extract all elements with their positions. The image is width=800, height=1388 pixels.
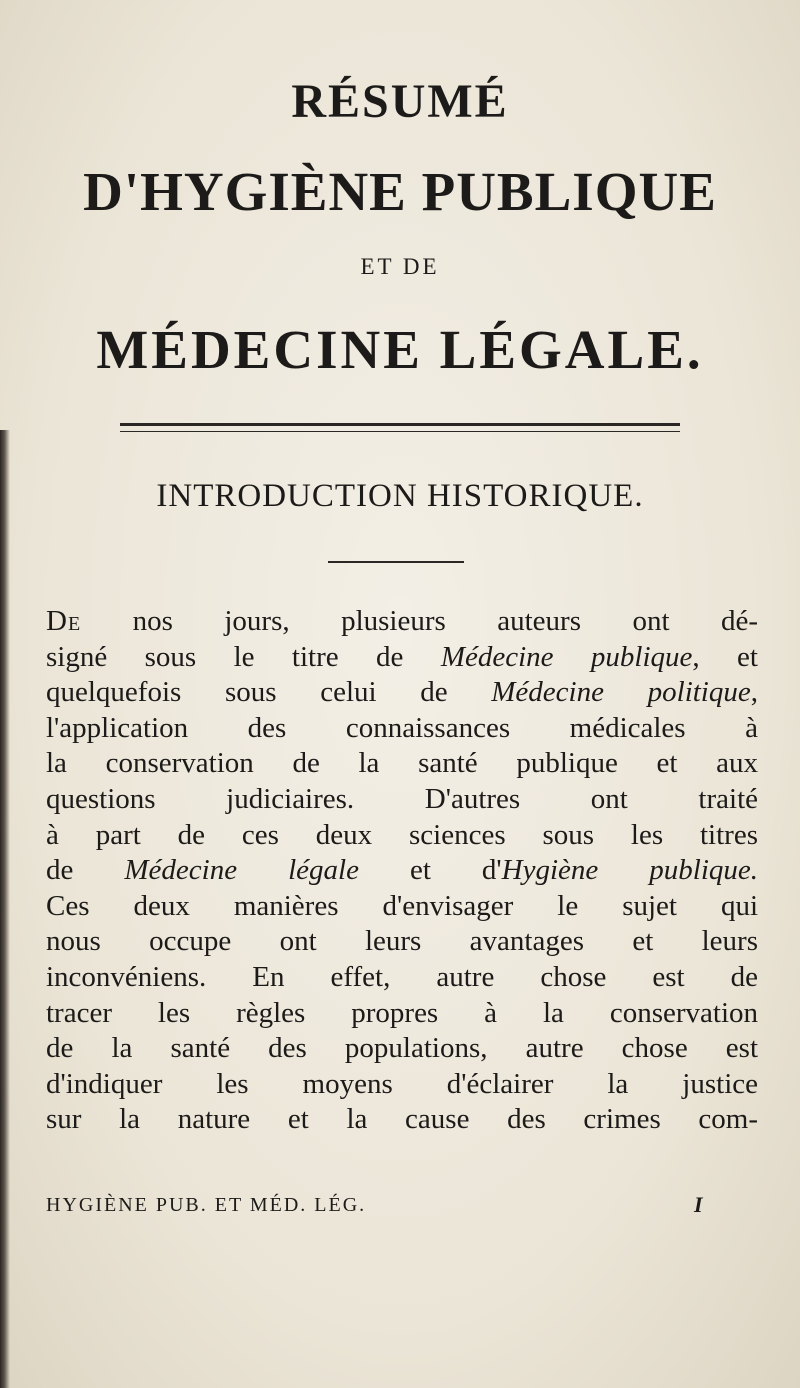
- text-line: quelquefois sous celui de Médecine politique,: [46, 676, 758, 709]
- text-line: inconvéniens. En effet, autre chose est de: [46, 960, 758, 993]
- double-rule-top: [120, 423, 680, 426]
- title-hygiene-publique: D'HYGIÈNE PUBLIQUE: [83, 161, 717, 222]
- text-line: d'indiquer les moyens d'éclairer la justice: [46, 1067, 758, 1100]
- text-line: de la santé des populations, autre chose est: [46, 1032, 758, 1065]
- text-line: signé sous le titre de Médecine publique, et: [46, 640, 758, 673]
- italic-term: Médecine légale: [124, 854, 359, 887]
- text-line: l'application des connaissances médicales à: [46, 711, 758, 744]
- title-resume: RÉSUMÉ: [291, 75, 509, 128]
- section-title: INTRODUCTION HISTORIQUE.: [156, 478, 644, 514]
- page-edge-shadow: [0, 430, 10, 1388]
- title-et-de: ET DE: [360, 254, 440, 279]
- text-line: nous occupe ont leurs avantages et leurs: [46, 925, 758, 958]
- title-medecine-legale: MÉDECINE LÉGALE.: [96, 319, 704, 380]
- running-title: HYGIÈNE PUB. ET MÉD. LÉG.: [46, 1194, 367, 1216]
- signature-mark: I: [694, 1192, 705, 1217]
- page-footer: [46, 1194, 758, 1217]
- text-line: De nos jours, plusieurs auteurs ont dé-: [46, 605, 758, 637]
- italic-term: Médecine publique: [440, 640, 693, 673]
- text-line: tracer les règles propres à la conservation: [46, 996, 758, 1029]
- text-line: sur la nature et la cause des crimes com-: [46, 1103, 758, 1136]
- section-divider: [328, 561, 464, 563]
- text-line: à part de ces deux sciences sous les titres: [46, 818, 758, 851]
- text-line: Ces deux manières d'envisager le sujet qui: [46, 889, 758, 922]
- double-rule-bottom: [120, 431, 680, 432]
- italic-term: Hygiène publique.: [501, 854, 759, 887]
- drop-word: De: [46, 605, 82, 637]
- text-line: la conservation de la santé publique et aux: [46, 747, 758, 780]
- text-line: de Médecine légale et d'Hygiène publique.: [46, 854, 759, 887]
- body-paragraph: [46, 604, 758, 1138]
- italic-term: Médecine politique: [491, 676, 751, 709]
- text-line: questions judiciaires. D'autres ont traité: [46, 782, 758, 815]
